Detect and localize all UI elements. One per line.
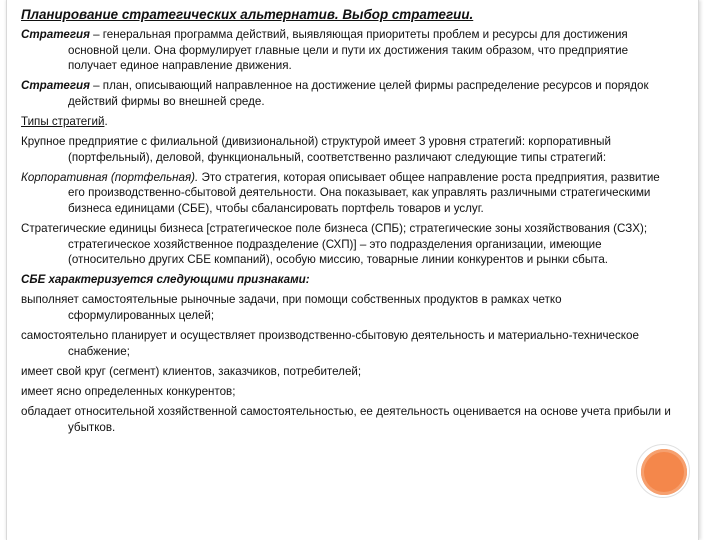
list-item-feature-2: самостоятельно планирует и осуществляет производственно-сбытовую деятельность и материально-техническое снабжение; — [21, 329, 639, 358]
paragraph-strategy-levels: Крупное предприятие с филиальной (дивизиональной) структурой имеет 3 уровня стратегий: корпоративный (портфельный), деловой, функциональный, соответственно различают следующие типы стратегий: — [21, 135, 611, 164]
decorative-orange-circle — [641, 449, 687, 495]
strategy-types-heading-dot: . — [104, 114, 108, 128]
corporate-strategy-text: Это стратегия, которая описывает общее направление роста предприятия, развитие его производственно-сбытовой деятельности. Она показывает, как управлять различными стратегическими бизнеса единицами (СБЕ), чтобы сбалансировать портфель товаров и услуг. — [68, 170, 660, 215]
paragraph-strategy-types-heading — [21, 114, 671, 130]
list-item-feature-1: выполняет самостоятельные рыночные задачи, при помощи собственных продуктов в рамках четко сформулированных целей; — [21, 293, 562, 322]
term-strategy-1: Стратегия — [21, 28, 90, 41]
paragraph-sbe-features-heading: СБЕ характеризуется следующими признаками: — [21, 273, 310, 287]
paragraph-strategy-definition-1 — [21, 27, 671, 74]
paragraph-strategy-definition-2 — [21, 78, 671, 109]
paragraph-corporate-strategy — [21, 170, 671, 217]
strategy-types-heading: Типы стратегий — [21, 114, 105, 128]
definition-text-1: – генеральная программа действий, выявляющая приоритеты проблем и ресурсы для достижения основной цели. Она формулирует главные цели и пути их достижения таким образом, что предприятие получает единое направление движения. — [68, 28, 629, 73]
term-corporate-strategy: Корпоративная (портфельная). — [21, 170, 199, 184]
term-strategy-2: Стратегия — [21, 79, 90, 93]
list-item-feature-5: обладает относительной хозяйственной самостоятельностью, ее деятельность оценивается на основе учета прибыли и убытков. — [21, 404, 671, 434]
paragraph-business-units: Стратегические единицы бизнеса [стратегическое поле бизнеса (СПБ); стратегические зоны хозяйствования (СЗХ); стратегическое хозяйственное подразделение (СХП)] – это подразделения организации, имеющие (относительно других СБЕ компаний), особую миссию, товарные линии конкурентов и рынки сбыта. — [21, 222, 648, 267]
list-item-feature-4: имеет ясно определенных конкурентов; — [21, 384, 236, 398]
slide-title: Планирование стратегических альтернатив. Выбор стратегии. — [21, 7, 474, 22]
list-item-feature-3: имеет свой круг (сегмент) клиентов, заказчиков, потребителей; — [21, 364, 362, 378]
definition-text-2: – план, описывающий направленное на достижение целей фирмы распределение ресурсов и порядок действий фирмы во внешней среде. — [68, 79, 649, 108]
slide-content — [21, 6, 671, 440]
